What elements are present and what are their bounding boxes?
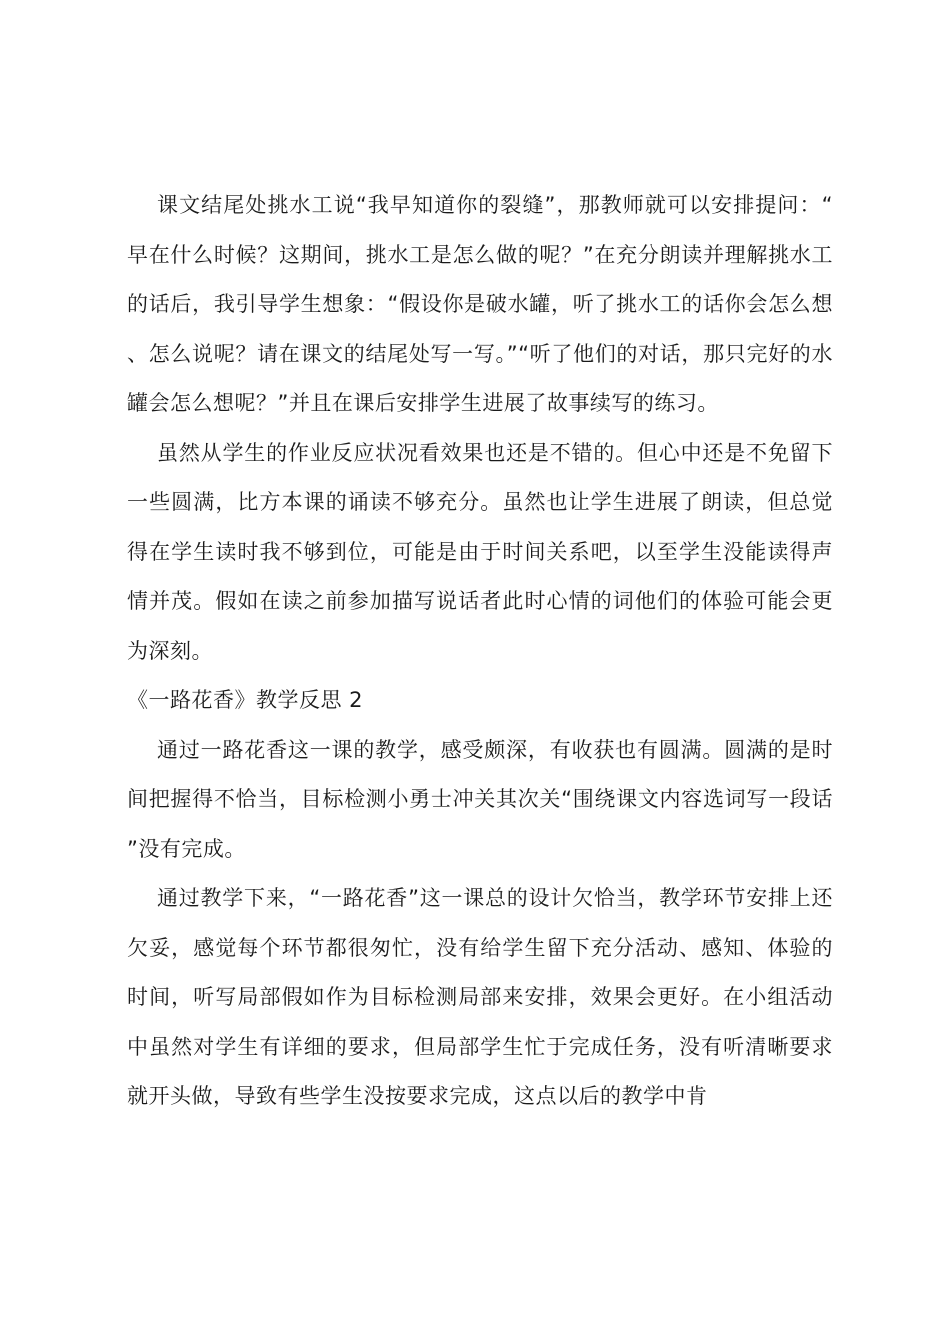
document-body <box>127 181 833 1122</box>
section-heading: 《一路花香》教学反思 2 <box>127 688 364 712</box>
paragraph-4: 通过教学下来，“一路花香”这一课总的设计欠恰当，教学环节安排上还欠妥，感觉每个环节都很匆忙，没有给学生留下充分活动、感知、体验的时间，听写局部假如作为目标检测局部来安排，效果会更好。在小组活动中虽然对学生有详细的要求，但局部学生忙于完成任务，没有听清晰要求就开头做，导致有些学生没按要求完成，这点以后的教学中肯 <box>127 886 833 1108</box>
paragraph-1: 课文结尾处挑水工说“我早知道你的裂缝”，那教师就可以安排提问：“早在什么时候？这期间，挑水工是怎么做的呢？”在充分朗读并理解挑水工的话后，我引导学生想象：“假设你是破水罐，听了挑水工的话你会怎么想、怎么说呢？请在课文的结尾处写一写。”“听了他们的对话，那只完好的水罐会怎么想呢？”并且在课后安排学生进展了故事续写的练习。 <box>127 193 833 415</box>
paragraph-3: 通过一路花香这一课的教学，感受颇深，有收获也有圆满。圆满的是时间把握得不恰当，目标检测小勇士冲关其次关“围绕课文内容选词写一段话”没有完成。 <box>127 737 833 861</box>
paragraph-2: 虽然从学生的作业反应状况看效果也还是不错的。但心中还是不免留下一些圆满，比方本课的诵读不够充分。虽然也让学生进展了朗读，但总觉得在学生读时我不够到位，可能是由于时间关系吧，以至学生没能读得声情并茂。假如在读之前参加描写说话者此时心情的词他们的体验可能会更为深刻。 <box>127 440 833 663</box>
